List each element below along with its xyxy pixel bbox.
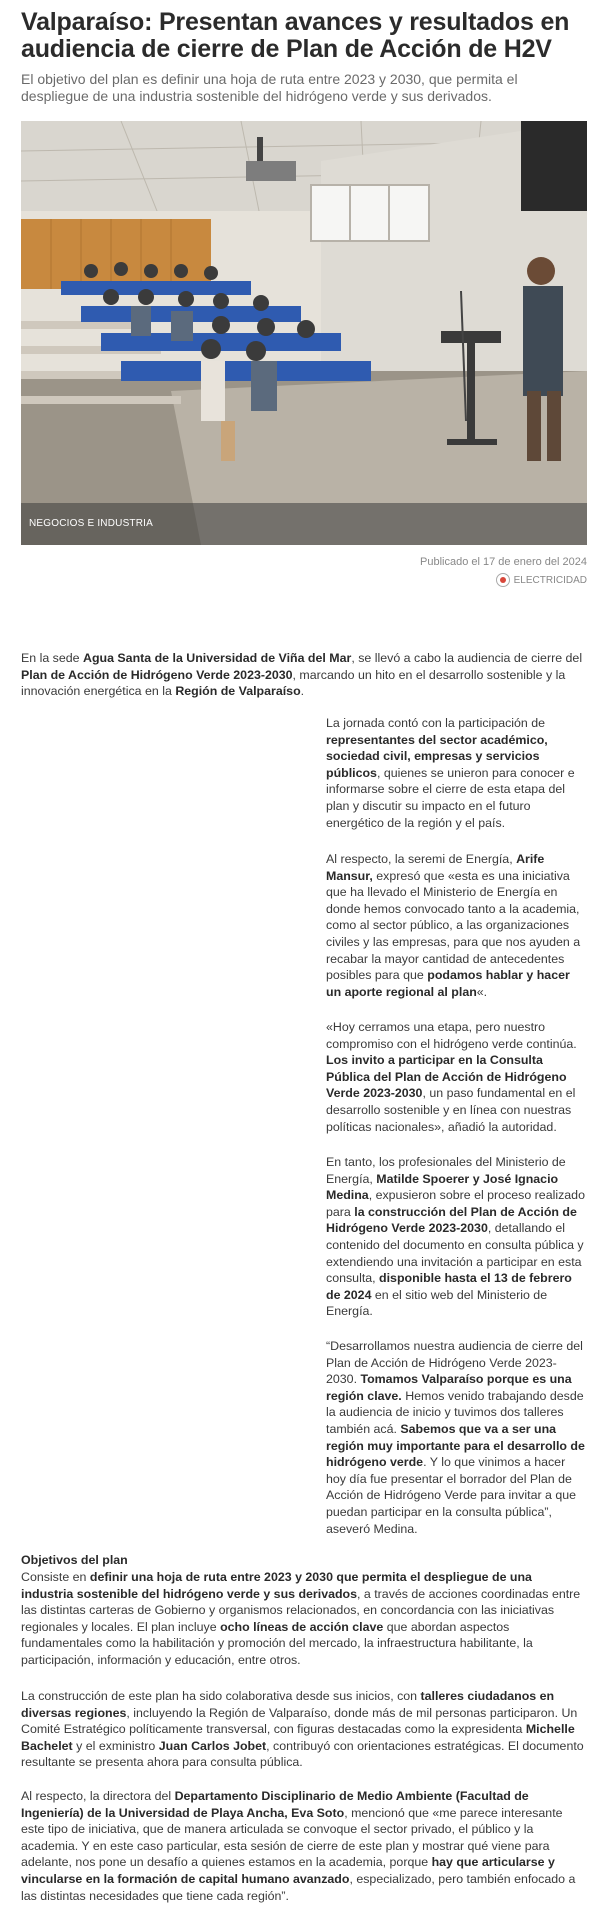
hero-caption-category[interactable]: NEGOCIOS E INDUSTRIA (29, 518, 154, 529)
article-headline: Valparaíso: Presentan avances y resultados en audiencia de cierre de Plan de Acción de H2V (21, 8, 570, 63)
paragraph-medina-quote: “Desarrollamos nuestra audiencia de cierre del Plan de Acción de Hidrógeno Verde 2023-2030. Tomamos Valparaíso porque es una región clave. Hemos venido trabajando desde la audiencia de inicio y tuvimos dos talleres también acá. Sabemos que va a ser una región muy importante para el desarrollo de hidrógeno verde. Y lo que vinimos a hacer hoy día fue presentar el borrador del Plan de Acción de Hidrógeno Verde para invitar a que puedan participar en la consulta pública”, aseveró Medina. (326, 1339, 585, 1536)
paragraph-consulta-invite: «Hoy cerramos una etapa, pero nuestro compromiso con el hidrógeno verde continúa. Los invito a participar en la Consulta Pública del Plan de Acción de Hidrógeno Verde 2023-2030, un paso fundamental en el desarrollo sostenible y en línea con nuestras políticas nacionales», añadió la autoridad. (326, 1020, 577, 1134)
category-label: ELECTRICIDAD (513, 574, 587, 586)
paragraph-collaboration: La construcción de este plan ha sido colaborativa desde sus inicios, con talleres ciudadanos en diversas regiones, incluyendo la Región de Valparaíso, donde más de mil personas participaron. Un Comité Estratégico políticamente transversal, con figuras destacadas como la expresidenta Michelle Bachelet y el exministro Juan Carlos Jobet, contribuyó con orientaciones estratégicas. El documento resultante se presenta ahora para consulta pública. (21, 1689, 584, 1770)
paragraph-seremi-quote: Al respecto, la seremi de Energía, Arife Mansur, expresó que «esta es una iniciativa que ha llevado el Ministerio de Energía en donde hemos convocado tanto a la academia, como al sector público, a las organizaciones civiles y las empresas, para que nos ayuden a recabar la mayor cantidad de antecedentes posibles para que podamos hablar y hacer un aporte regional al plan«. (326, 852, 581, 999)
paragraph-objectives: Consiste en definir una hoja de ruta entre 2023 y 2030 que permita el despliegue de una industria sostenible del hidrógeno verde y sus derivados, a través de acciones coordinadas entre las distintas carteras de Gobierno y organismos relacionados, en concordancia con las iniciativas regionales y locales. El plan incluye ocho líneas de acción clave que abordan aspectos fundamentales como la habilitación y promoción del mercado, la infraestructura habilitante, la participación, información y educación, entre otros. (21, 1570, 581, 1667)
hero-caption-bar (21, 503, 587, 545)
published-date: Publicado el 17 de enero del 2024 (420, 556, 587, 568)
intro-paragraph: En la sede Agua Santa de la Universidad de Viña del Mar, se llevó a cabo la audiencia de cierre del Plan de Acción de Hidrógeno Verde 2023-2030, marcando un hito en el desarrollo sostenible y la innovación energética en la Región de Valparaíso. (21, 651, 583, 699)
lightning-icon (496, 573, 510, 587)
paragraph-eva-soto-quote: Al respecto, la directora del Departamento Disciplinario de Medio Ambiente (Facultad de Ingeniería) de la Universidad de Playa Ancha, Eva Soto, mencionó que «me parece interesante este tipo de iniciativa, que de manera articulada se convoque el sector privado, el público y la academia. Y en este caso particular, esta sesión de cierre de este plan y mostrar qué viene para adelante, nos pone un desafío a quienes estamos en la academia, porque hay que articularse y vincularse en la formación de capital humano avanzado, especializado, pero también enfocado a las distintas necesidades que tiene cada región”. (21, 1789, 576, 1903)
hero-image (21, 121, 587, 545)
category-tag[interactable] (496, 572, 587, 588)
hero-photo-auditorium (21, 121, 587, 545)
article-subtitle: El objetivo del plan es definir una hoja de ruta entre 2023 y 2030, que permita el despliegue de una industria sostenible del hidrógeno verde y sus derivados. (21, 71, 518, 104)
paragraph-ministry-professionals: En tanto, los profesionales del Ministerio de Energía, Matilde Spoerer y José Ignacio Medina, expusieron sobre el proceso realizado para la construcción del Plan de Acción de Hidrógeno Verde 2023-2030, detallando el contenido del documento en consulta pública y extendiendo una invitación a participar en esta consulta, disponible hasta el 13 de febrero de 2024 en el sitio web del Ministerio de Energía. (326, 1155, 585, 1319)
section-title-objetivos: Objetivos del plan (21, 1553, 128, 1567)
paragraph-participation: La jornada contó con la participación de representantes del sector académico, sociedad civil, empresas y servicios públicos, quienes se unieron para conocer e informarse sobre el cierre de esta etapa del plan y discutir su impacto en el futuro energético de la región y el país. (326, 716, 575, 830)
